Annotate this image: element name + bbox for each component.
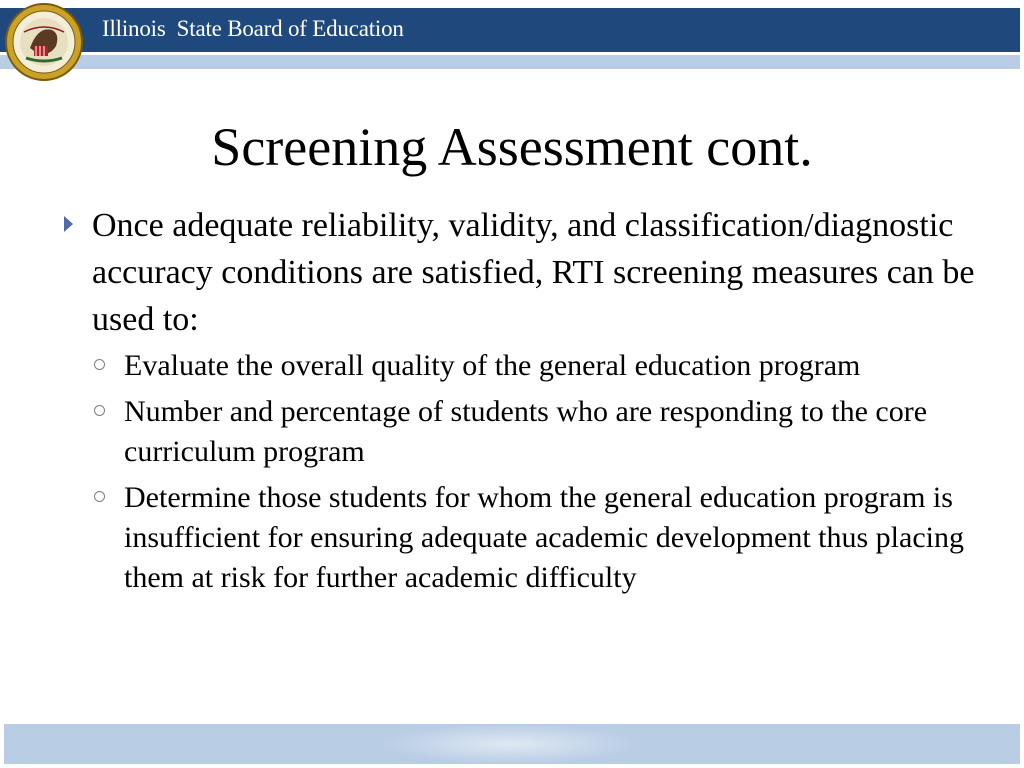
sub-bullet-text: Determine those students for whom the general education program is insufficient for ensuring adequate academic development thus placing them at risk for further academic difficulty: [124, 481, 964, 594]
circle-bullet-icon: [94, 359, 105, 370]
circle-bullet-icon: [94, 405, 105, 416]
sub-bullet-item: [124, 392, 984, 472]
circle-bullet-icon: [94, 491, 105, 502]
organization-name: Illinois State Board of Education: [102, 16, 404, 41]
sub-bullet-list: [124, 346, 984, 604]
illinois-state-seal-icon: [4, 2, 84, 82]
sub-bullet-text: Evaluate the overall quality of the general education program: [124, 349, 861, 382]
sub-bullet-item: [124, 478, 984, 598]
main-bullet-text: Once adequate reliability, validity, and classification/diagnostic accuracy conditions are satisfied, RTI screening measures can be used to:: [92, 207, 975, 338]
slide-title: Screening Assessment cont.: [211, 117, 813, 177]
header-stripe: [0, 55, 1020, 69]
bullet-arrow-icon: [64, 216, 73, 232]
sub-bullet-item: [124, 346, 984, 386]
sub-bullet-text: Number and percentage of students who are responding to the core curriculum program: [124, 395, 928, 468]
footer-decoration: [380, 724, 640, 764]
